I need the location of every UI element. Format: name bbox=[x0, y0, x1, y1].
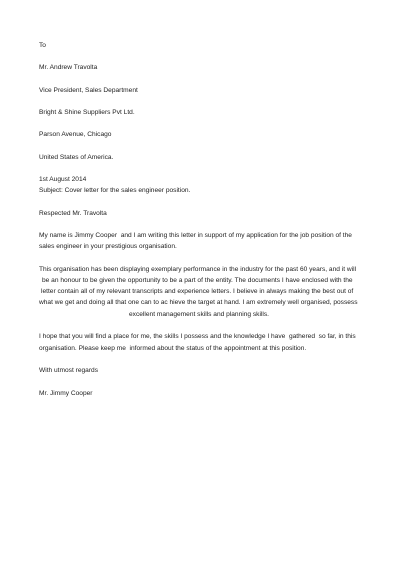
letter-greeting: Respected Mr. Travolta bbox=[39, 210, 107, 217]
paragraph-2-line-3: letter contain all of my relevant transcripts and experience letters. I believe in always making the best out of bbox=[41, 288, 354, 295]
letter-subject: Subject: Cover letter for the sales engineer position. bbox=[39, 187, 191, 194]
letter-date: 1st August 2014 bbox=[39, 176, 87, 183]
paragraph-2-line-2: be an honour to be given the opportunity to be a part of the entity. The documents I have enclosed with the bbox=[42, 277, 353, 284]
paragraph-2-line-4: what we get and doing all that one can to ac hieve the target at hand. I am extremely well organised, possess bbox=[39, 299, 358, 306]
recipient-name: Mr. Andrew Travolta bbox=[39, 64, 98, 71]
paragraph-2-line-5: excellent management skills and planning skills. bbox=[129, 311, 270, 318]
paragraph-3-line-2: organisation. Please keep me informed about the status of the appointment at this position. bbox=[39, 345, 307, 352]
paragraph-1-line-1: My name is Jimmy Cooper and I am writing this letter in support of my application for the job position of the bbox=[39, 232, 352, 239]
paragraph-1-line-2: sales engineer in your prestigious organisation. bbox=[39, 243, 177, 250]
letter-closing: With utmost regards bbox=[39, 367, 98, 374]
recipient-country: United States of America. bbox=[39, 154, 114, 161]
paragraph-3-line-1: I hope that you will find a place for me, the skills I possess and the knowledge I have gathered so far, in this bbox=[39, 333, 356, 340]
recipient-company: Bright & Shine Suppliers Pvt Ltd. bbox=[39, 109, 135, 116]
recipient-address: Parson Avenue, Chicago bbox=[39, 131, 112, 138]
to-label: To bbox=[39, 42, 46, 49]
paragraph-2-line-1: This organisation has been displaying exemplary performance in the industry for the past 60 years, and it will bbox=[39, 266, 357, 273]
letter-signature: Mr. Jimmy Cooper bbox=[39, 390, 93, 397]
recipient-title: Vice President, Sales Department bbox=[39, 87, 138, 94]
